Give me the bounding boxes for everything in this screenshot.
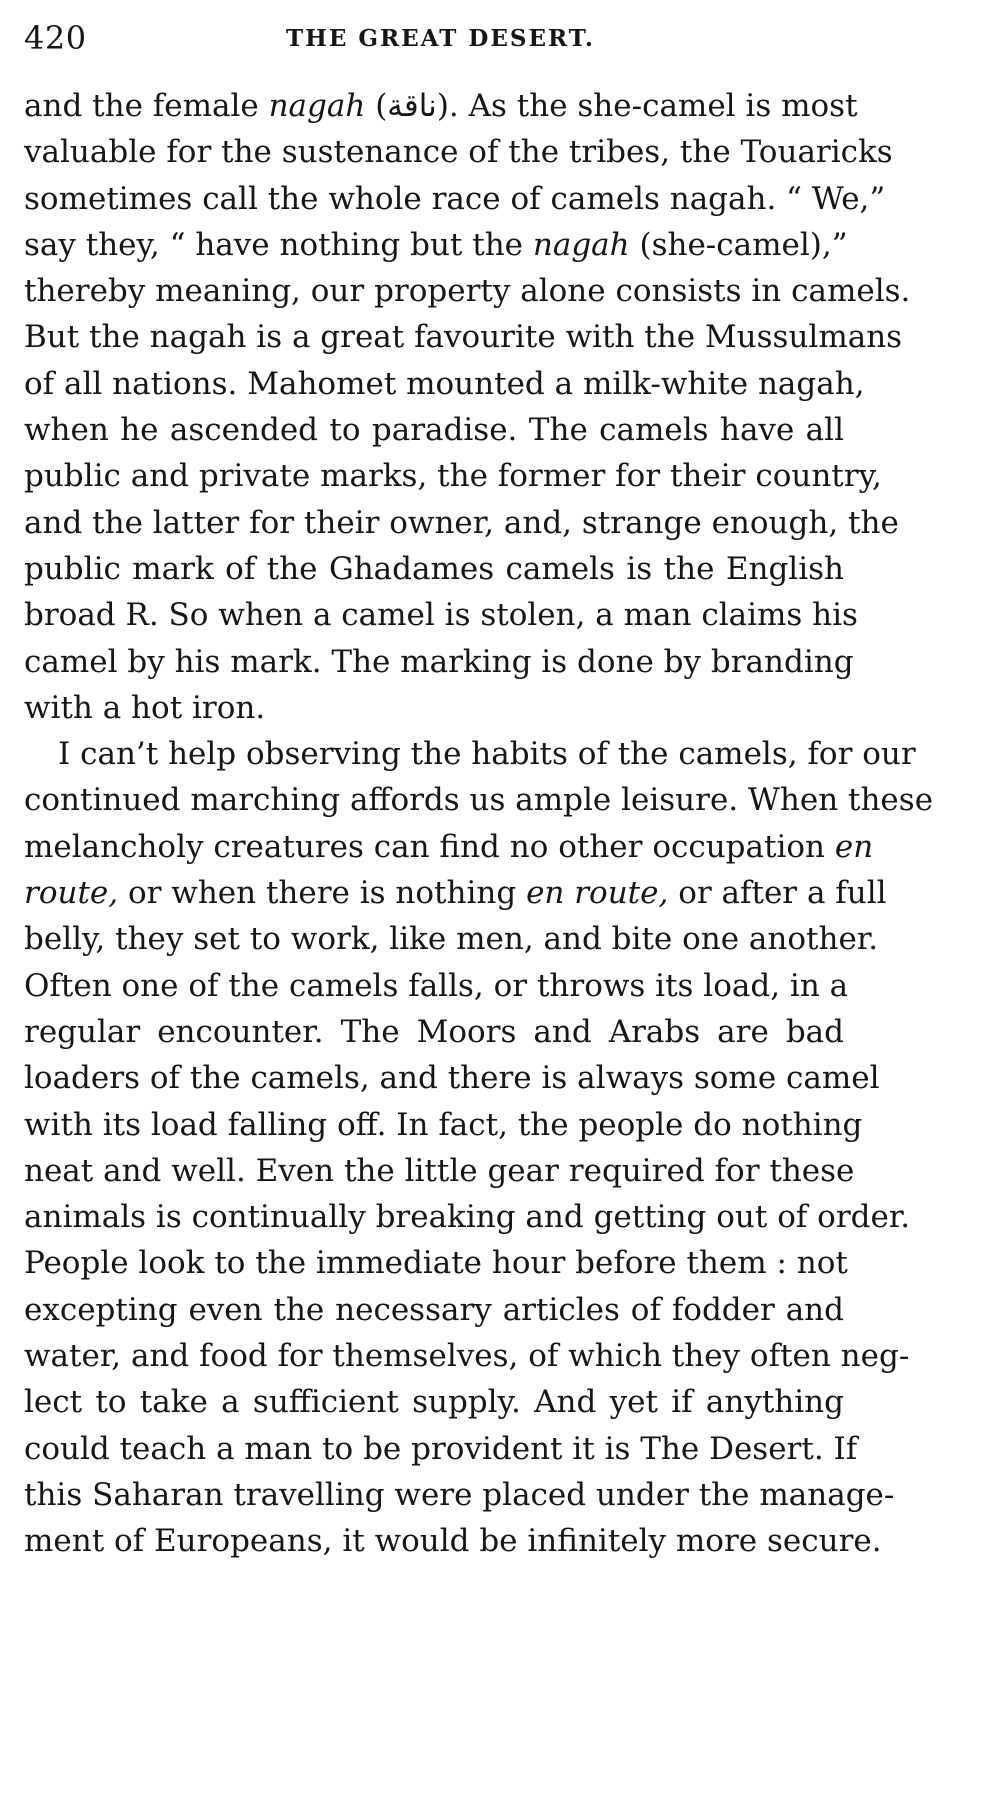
text-line: I can’t help observing the habits of the camels, for our — [58, 736, 916, 773]
text-line: valuable for the sustenance of the tribes, the Touaricks — [24, 134, 893, 171]
text-line: excepting even the necessary articles of fodder and — [24, 1291, 844, 1328]
text-line: Often one of the camels falls, or throws its load, in a — [24, 967, 849, 1004]
text-line: loaders of the camels, and there is always some camel — [24, 1060, 880, 1097]
text-line: But the nagah is a great favourite with the Mussulmans — [24, 319, 903, 356]
text-line: animals is continually breaking and getting out of order. — [24, 1199, 911, 1236]
text-line: continued marching affords us ample leisure. When these — [24, 782, 934, 819]
italic-term: en route, — [526, 875, 669, 912]
running-head — [24, 18, 844, 58]
text-line: with a hot iron. — [24, 689, 266, 726]
italic-term: en — [834, 828, 874, 865]
text-line: and the latter for their owner, and, strange enough, the — [24, 504, 899, 541]
text-line: with its load falling off. In fact, the people do nothing — [24, 1106, 863, 1143]
text-line: route, or when there is nothing en route, or after a full — [24, 875, 887, 912]
italic-term: nagah — [268, 88, 366, 124]
text-line: thereby meaning, our property alone consists in camels. — [24, 273, 911, 310]
text-line: when he ascended to paradise. The camels have all — [24, 412, 844, 449]
paragraph-1 — [24, 83, 911, 731]
text-line: regular encounter. The Moors and Arabs are bad — [24, 1013, 844, 1050]
text-line: public mark of the Ghadames camels is the English — [24, 550, 844, 587]
text-line: camel by his mark. The marking is done by branding — [24, 643, 854, 680]
text-line: belly, they set to work, like men, and bite one another. — [24, 921, 879, 958]
text-line: People look to the immediate hour before them : not — [24, 1245, 848, 1282]
text-line: this Saharan travelling were placed under the manage- — [24, 1476, 895, 1513]
text-line: neat and well. Even the little gear required for these — [24, 1152, 855, 1189]
text-line: melancholy creatures can find no other occupation en — [24, 828, 874, 865]
text-line: of all nations. Mahomet mounted a milk-white nagah, — [24, 365, 865, 402]
text-line: and the female nagah (ناقة). As the she-camel is most — [24, 88, 858, 124]
text-line: sometimes call the whole race of camels nagah. “ We,” — [24, 180, 886, 217]
body-text — [24, 83, 934, 1565]
text-line: could teach a man to be provident it is The Desert. If — [24, 1430, 858, 1467]
italic-term: route, — [24, 875, 119, 912]
text-line: broad R. So when a camel is stolen, a man claims his — [24, 597, 858, 634]
running-title: THE GREAT DESERT. — [286, 25, 595, 52]
italic-term: nagah — [532, 226, 630, 263]
text-line: lect to take a sufficient supply. And yet if anything — [24, 1384, 844, 1421]
paragraph-2 — [24, 731, 934, 1564]
text-line: water, and food for themselves, of which they often neg- — [24, 1338, 910, 1375]
text-line: say they, “ have nothing but the nagah (she-camel),” — [24, 226, 848, 263]
text-line: ment of Europeans, it would be infinitely more secure. — [24, 1523, 882, 1560]
text-line: public and private marks, the former for their country, — [24, 458, 882, 495]
page-number: 420 — [24, 19, 87, 57]
